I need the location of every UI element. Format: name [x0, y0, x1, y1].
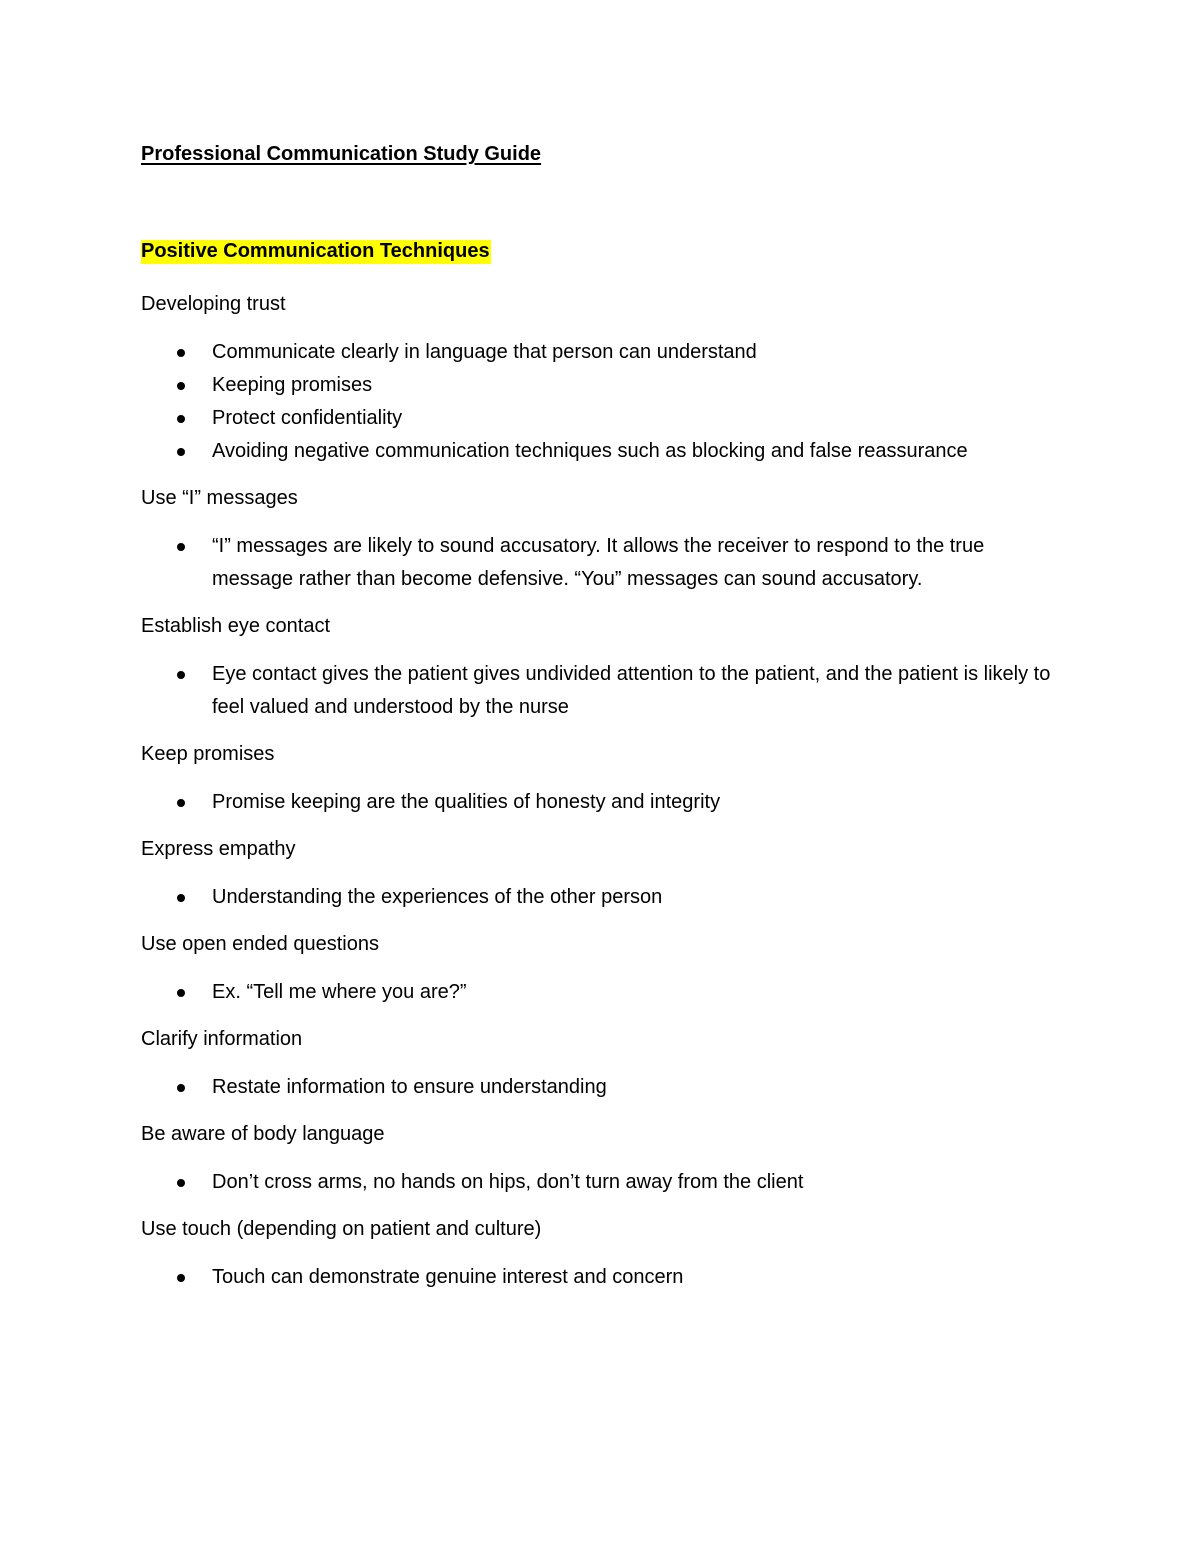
bullet-list	[141, 1166, 1061, 1199]
bullet-text: “I” messages are likely to sound accusatory. It allows the receiver to respond to the true message rather than become defensive. “You” messages can sound accusatory.	[212, 535, 985, 590]
topic-group	[141, 290, 1061, 484]
topic-group	[141, 835, 1061, 930]
topic-group	[141, 612, 1061, 740]
topic-heading: Keep promises	[141, 743, 275, 765]
bullet-item	[141, 658, 1061, 724]
bullet-item	[141, 786, 1061, 819]
topics-list	[141, 290, 1061, 1310]
bullet-text: Touch can demonstrate genuine interest and concern	[212, 1266, 684, 1288]
bullet-item	[141, 530, 1061, 596]
bullet-item	[141, 976, 1061, 1009]
bullet-item	[141, 336, 1061, 369]
bullet-text: Eye contact gives the patient gives undivided attention to the patient, and the patient is likely to feel valued and understood by the nurse	[212, 663, 1051, 718]
bullet-item	[141, 402, 1061, 435]
bullet-dot-icon	[177, 894, 185, 902]
topic-heading: Developing trust	[141, 293, 286, 315]
bullet-item	[141, 1166, 1061, 1199]
bullet-item	[141, 1071, 1061, 1104]
bullet-list	[141, 1261, 1061, 1294]
bullet-text: Protect confidentiality	[212, 407, 403, 429]
bullet-dot-icon	[177, 1274, 185, 1282]
topic-group	[141, 930, 1061, 1025]
topic-heading: Be aware of body language	[141, 1123, 385, 1145]
bullet-list	[141, 1071, 1061, 1104]
topic-heading: Clarify information	[141, 1028, 303, 1050]
bullet-item	[141, 1261, 1061, 1294]
bullet-dot-icon	[177, 1179, 185, 1187]
bullet-dot-icon	[177, 448, 185, 456]
bullet-dot-icon	[177, 415, 185, 423]
bullet-text: Understanding the experiences of the other person	[212, 886, 663, 908]
bullet-list	[141, 658, 1061, 724]
bullet-list	[141, 881, 1061, 914]
topic-heading: Establish eye contact	[141, 615, 330, 637]
topic-heading: Use “I” messages	[141, 487, 298, 509]
bullet-dot-icon	[177, 799, 185, 807]
topic-heading: Use open ended questions	[141, 933, 379, 955]
bullet-text: Communicate clearly in language that person can understand	[212, 341, 757, 363]
bullet-list	[141, 336, 1061, 468]
bullet-dot-icon	[177, 671, 185, 679]
bullet-item	[141, 369, 1061, 402]
section-heading-highlighted: Positive Communication Techniques	[141, 240, 490, 262]
bullet-list	[141, 530, 1061, 596]
bullet-dot-icon	[177, 349, 185, 357]
document-title: Professional Communication Study Guide	[141, 143, 542, 165]
bullet-text: Promise keeping are the qualities of honesty and integrity	[212, 791, 721, 813]
bullet-dot-icon	[177, 1084, 185, 1092]
topic-heading: Express empathy	[141, 838, 296, 860]
topic-group	[141, 1120, 1061, 1215]
bullet-text: Avoiding negative communication techniques such as blocking and false reassurance	[212, 440, 968, 462]
topic-group	[141, 1215, 1061, 1310]
bullet-dot-icon	[177, 382, 185, 390]
bullet-text: Don’t cross arms, no hands on hips, don’t turn away from the client	[212, 1171, 804, 1193]
bullet-dot-icon	[177, 543, 185, 551]
bullet-text: Keeping promises	[212, 374, 373, 396]
topic-group	[141, 484, 1061, 612]
bullet-list	[141, 786, 1061, 819]
bullet-list	[141, 976, 1061, 1009]
topic-group	[141, 740, 1061, 835]
bullet-item	[141, 881, 1061, 914]
topic-group	[141, 1025, 1061, 1120]
topic-heading: Use touch (depending on patient and culture)	[141, 1218, 542, 1240]
bullet-item	[141, 435, 1061, 468]
bullet-dot-icon	[177, 989, 185, 997]
bullet-text: Restate information to ensure understanding	[212, 1076, 607, 1098]
bullet-text: Ex. “Tell me where you are?”	[212, 981, 467, 1003]
